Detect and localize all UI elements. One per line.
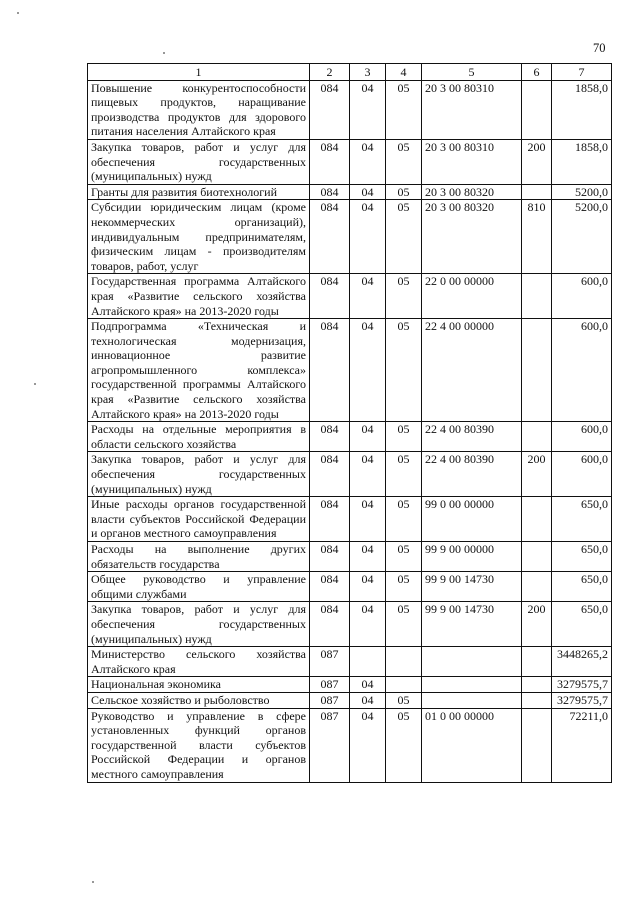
cell-ministry-code: 084: [310, 542, 350, 572]
cell-amount: 600,0: [552, 422, 612, 452]
cell-section: 04: [350, 497, 386, 542]
cell-subsection: 05: [386, 319, 422, 422]
scan-speck: [34, 383, 36, 385]
cell-target-article: 20 3 00 80310: [422, 139, 522, 184]
table-row: [88, 139, 612, 184]
cell-amount: 5200,0: [552, 200, 612, 274]
cell-ministry-code: 084: [310, 184, 350, 200]
cell-subsection: 05: [386, 708, 422, 782]
cell-ministry-code: 087: [310, 647, 350, 677]
cell-subsection: 05: [386, 692, 422, 708]
header-row: [88, 64, 612, 81]
cell-section: 04: [350, 452, 386, 497]
cell-subsection: 05: [386, 452, 422, 497]
table-row: [88, 602, 612, 647]
cell-expense-type: [522, 497, 552, 542]
table-row: [88, 274, 612, 319]
cell-target-article: 01 0 00 00000: [422, 708, 522, 782]
cell-expense-type: [522, 80, 552, 139]
cell-amount: 650,0: [552, 602, 612, 647]
cell-target-article: 20 3 00 80320: [422, 200, 522, 274]
cell-expense-type: [522, 572, 552, 602]
cell-section: 04: [350, 200, 386, 274]
cell-target-article: [422, 647, 522, 677]
cell-subsection: 05: [386, 572, 422, 602]
cell-ministry-code: 084: [310, 452, 350, 497]
cell-name: Закупка товаров, работ и услуг для обеспечения государственных (муниципальных) нужд: [88, 139, 310, 184]
cell-ministry-code: 087: [310, 677, 350, 693]
cell-amount: 3448265,2: [552, 647, 612, 677]
cell-target-article: [422, 692, 522, 708]
cell-subsection: 05: [386, 200, 422, 274]
cell-subsection: 05: [386, 542, 422, 572]
cell-name: Национальная экономика: [88, 677, 310, 693]
cell-name: Гранты для развития биотехнологий: [88, 184, 310, 200]
cell-amount: 1858,0: [552, 139, 612, 184]
cell-target-article: 20 3 00 80320: [422, 184, 522, 200]
header-cell-5: 5: [422, 64, 522, 81]
cell-name: Закупка товаров, работ и услуг для обеспечения государственных (муниципальных) нужд: [88, 452, 310, 497]
cell-subsection: 05: [386, 422, 422, 452]
table-row: [88, 200, 612, 274]
cell-expense-type: [522, 708, 552, 782]
cell-ministry-code: 087: [310, 708, 350, 782]
cell-name: Министерство сельского хозяйства Алтайского края: [88, 647, 310, 677]
cell-expense-type: [522, 647, 552, 677]
cell-ministry-code: 084: [310, 497, 350, 542]
cell-section: 04: [350, 80, 386, 139]
cell-subsection: 05: [386, 184, 422, 200]
cell-ministry-code: 084: [310, 602, 350, 647]
table-row: [88, 497, 612, 542]
cell-target-article: 99 0 00 00000: [422, 497, 522, 542]
table-row: [88, 319, 612, 422]
budget-table: [87, 63, 612, 783]
cell-expense-type: [522, 692, 552, 708]
cell-subsection: [386, 647, 422, 677]
cell-subsection: 05: [386, 139, 422, 184]
cell-section: 04: [350, 572, 386, 602]
table-row: [88, 708, 612, 782]
cell-amount: 600,0: [552, 274, 612, 319]
cell-name: Закупка товаров, работ и услуг для обеспечения государственных (муниципальных) нужд: [88, 602, 310, 647]
cell-section: 04: [350, 708, 386, 782]
cell-amount: 1858,0: [552, 80, 612, 139]
cell-subsection: 05: [386, 80, 422, 139]
cell-section: 04: [350, 602, 386, 647]
table-row: [88, 692, 612, 708]
cell-section: 04: [350, 139, 386, 184]
cell-expense-type: [522, 274, 552, 319]
header-cell-4: 4: [386, 64, 422, 81]
header-cell-6: 6: [522, 64, 552, 81]
cell-expense-type: 200: [522, 139, 552, 184]
cell-subsection: 05: [386, 602, 422, 647]
cell-subsection: 05: [386, 497, 422, 542]
cell-ministry-code: 084: [310, 80, 350, 139]
cell-name: Сельское хозяйство и рыболовство: [88, 692, 310, 708]
cell-amount: 5200,0: [552, 184, 612, 200]
cell-ministry-code: 084: [310, 139, 350, 184]
table-row: [88, 647, 612, 677]
cell-section: [350, 647, 386, 677]
header-cell-2: 2: [310, 64, 350, 81]
cell-target-article: 22 0 00 00000: [422, 274, 522, 319]
cell-name: Повышение конкурентоспособности пищевых продуктов, наращивание производства продуктов для здорового питания населения Алтайского края: [88, 80, 310, 139]
scan-speck: [163, 52, 165, 54]
cell-name: Иные расходы органов государственной власти субъектов Российской Федерации и органов местного самоуправления: [88, 497, 310, 542]
table-body: [88, 64, 612, 783]
cell-target-article: 99 9 00 00000: [422, 542, 522, 572]
cell-amount: 3279575,7: [552, 677, 612, 693]
cell-expense-type: [522, 677, 552, 693]
cell-expense-type: 810: [522, 200, 552, 274]
cell-section: 04: [350, 692, 386, 708]
cell-section: 04: [350, 422, 386, 452]
cell-ministry-code: 084: [310, 572, 350, 602]
cell-amount: 600,0: [552, 452, 612, 497]
cell-section: 04: [350, 274, 386, 319]
cell-expense-type: 200: [522, 602, 552, 647]
cell-ministry-code: 087: [310, 692, 350, 708]
cell-section: 04: [350, 319, 386, 422]
table-row: [88, 184, 612, 200]
page-number: 70: [593, 41, 606, 55]
cell-expense-type: [522, 184, 552, 200]
cell-name: Государственная программа Алтайского края «Развитие сельского хозяйства Алтайского края» на 2013-2020 годы: [88, 274, 310, 319]
cell-amount: 650,0: [552, 497, 612, 542]
table-row: [88, 452, 612, 497]
cell-amount: 650,0: [552, 542, 612, 572]
table-row: [88, 422, 612, 452]
cell-target-article: 22 4 00 80390: [422, 452, 522, 497]
cell-subsection: 05: [386, 274, 422, 319]
cell-subsection: [386, 677, 422, 693]
cell-name: Расходы на отдельные мероприятия в области сельского хозяйства: [88, 422, 310, 452]
cell-expense-type: [522, 422, 552, 452]
cell-target-article: 20 3 00 80310: [422, 80, 522, 139]
cell-ministry-code: 084: [310, 200, 350, 274]
cell-ministry-code: 084: [310, 319, 350, 422]
cell-name: Подпрограмма «Техническая и технологическая модернизация, инновационное развитие агропромышленного комплекса» государственной программы Алтайского края «Развитие сельского хозяйства Алтайского края» на 2013-2020 годы: [88, 319, 310, 422]
cell-section: 04: [350, 542, 386, 572]
cell-name: Общее руководство и управление общими службами: [88, 572, 310, 602]
cell-amount: 72211,0: [552, 708, 612, 782]
table-row: [88, 542, 612, 572]
scan-speck: [92, 881, 94, 883]
cell-target-article: 22 4 00 00000: [422, 319, 522, 422]
cell-section: 04: [350, 677, 386, 693]
scan-speck: [17, 12, 19, 14]
cell-ministry-code: 084: [310, 274, 350, 319]
cell-expense-type: [522, 319, 552, 422]
cell-expense-type: [522, 542, 552, 572]
cell-amount: 650,0: [552, 572, 612, 602]
table-row: [88, 80, 612, 139]
cell-amount: 600,0: [552, 319, 612, 422]
cell-name: Руководство и управление в сфере установленных функций органов государственной власти субъектов Российской Федерации и органов местного самоуправления: [88, 708, 310, 782]
cell-expense-type: 200: [522, 452, 552, 497]
header-cell-1: 1: [88, 64, 310, 81]
cell-target-article: [422, 677, 522, 693]
cell-target-article: 99 9 00 14730: [422, 602, 522, 647]
header-cell-7: 7: [552, 64, 612, 81]
cell-section: 04: [350, 184, 386, 200]
cell-amount: 3279575,7: [552, 692, 612, 708]
header-cell-3: 3: [350, 64, 386, 81]
table-row: [88, 677, 612, 693]
cell-target-article: 22 4 00 80390: [422, 422, 522, 452]
cell-ministry-code: 084: [310, 422, 350, 452]
table-row: [88, 572, 612, 602]
cell-name: Расходы на выполнение других обязательств государства: [88, 542, 310, 572]
cell-name: Субсидии юридическим лицам (кроме некоммерческих организаций), индивидуальным предпринимателям, физическим лицам - производителям товаров, работ, услуг: [88, 200, 310, 274]
cell-target-article: 99 9 00 14730: [422, 572, 522, 602]
